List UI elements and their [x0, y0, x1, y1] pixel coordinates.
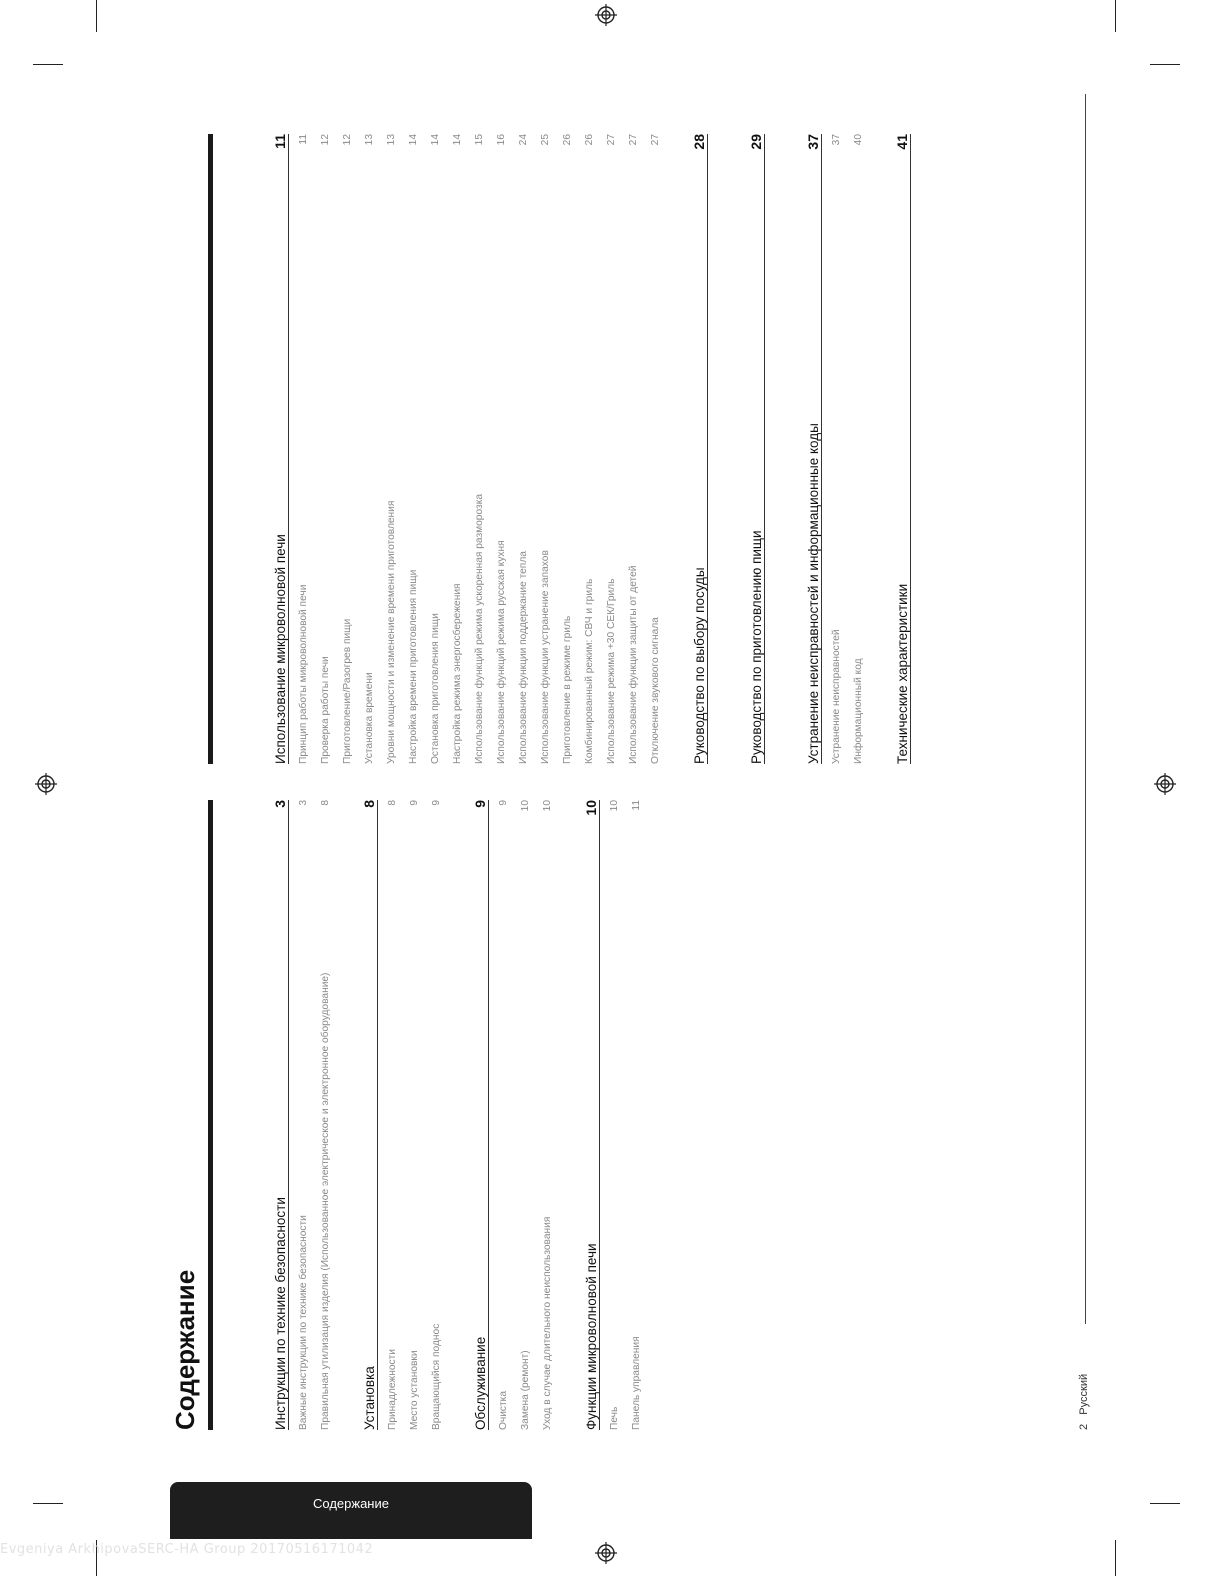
- toc-item-page: 25: [540, 134, 551, 146]
- toc-item-page: 16: [496, 134, 507, 146]
- toc-item-label: Использование функции поддержание тепла: [518, 551, 529, 764]
- toc-item[interactable]: [579, 134, 601, 764]
- toc-item[interactable]: [337, 134, 359, 764]
- toc-item[interactable]: [315, 134, 337, 764]
- toc-item-label: Замена (ремонт): [520, 1350, 531, 1430]
- toc-item-label: Использование функций режима ускоренная разморозка: [474, 493, 485, 764]
- toc-item-label: Установка времени: [364, 672, 375, 764]
- toc-section-title: Обслуживание: [473, 1336, 488, 1430]
- toc-item-label: Правильная утилизация изделия (Использованное электрическое и электронное оборудование): [320, 972, 331, 1430]
- toc-item[interactable]: [381, 134, 403, 764]
- toc-item[interactable]: [315, 800, 337, 1430]
- toc-section-page: 8: [361, 800, 377, 808]
- toc-item[interactable]: [826, 134, 848, 764]
- toc-item-page: 11: [631, 800, 642, 811]
- toc-item[interactable]: [513, 134, 535, 764]
- toc-section-heading[interactable]: [738, 134, 765, 764]
- toc-section: [738, 134, 765, 764]
- toc-item-label: Место установки: [409, 1350, 420, 1430]
- page-number: 2: [1078, 1423, 1090, 1430]
- toc-item-list: [289, 134, 667, 764]
- toc-item[interactable]: [426, 800, 448, 1430]
- toc-item-list: [489, 800, 559, 1430]
- toc-item-label: Использование режима +30 СЕК/Гриль: [606, 578, 617, 764]
- toc-item-page: 11: [298, 134, 309, 145]
- toc-item-page: 27: [606, 134, 617, 146]
- toc-item[interactable]: [469, 134, 491, 764]
- toc-section: [262, 134, 667, 764]
- toc-item-page: 12: [320, 134, 331, 146]
- toc-section-title: Функции микроволновой печи: [584, 1243, 599, 1430]
- toc-section-page: 11: [272, 134, 288, 149]
- toc-section-page: 3: [272, 800, 288, 808]
- toc-item[interactable]: [848, 134, 870, 764]
- toc-section-heading[interactable]: [795, 134, 822, 764]
- toc-item-page: 13: [364, 134, 375, 146]
- toc-section-title: Руководство по выбору посуды: [692, 567, 707, 764]
- toc-item-page: 14: [452, 134, 463, 146]
- toc-item-label: Приготовление в режиме гриль: [562, 615, 573, 764]
- toc-item-label: Настройка времени приготовления пищи: [408, 569, 419, 764]
- toc-item-label: Использование функций режима русская кухня: [496, 540, 507, 764]
- toc-section-title: Использование микроволновой печи: [273, 534, 288, 764]
- toc-item-label: Принцип работы микроволновой печи: [298, 584, 309, 764]
- toc-item-label: Устранение неисправностей: [831, 629, 842, 764]
- toc-section-title: Руководство по приготовлению пищи: [749, 530, 764, 764]
- toc-section: [884, 134, 911, 764]
- toc-item-label: Приготовление/Разогрев пищи: [342, 618, 353, 764]
- toc-item[interactable]: [604, 800, 626, 1430]
- toc-item[interactable]: [382, 800, 404, 1430]
- toc-section: [462, 800, 559, 1430]
- column-bar: [208, 800, 213, 1430]
- footer-language: Русский: [1078, 1373, 1090, 1415]
- toc-item[interactable]: [515, 800, 537, 1430]
- toc-item-list: [822, 134, 870, 764]
- toc-section-heading[interactable]: [681, 134, 708, 764]
- toc-item-page: 14: [430, 134, 441, 146]
- toc-section: [795, 134, 870, 764]
- toc-item[interactable]: [491, 134, 513, 764]
- toc-section: [573, 800, 648, 1430]
- toc-item-label: Отключение звукового сигнала: [650, 617, 661, 764]
- toc-section-page: 28: [691, 134, 707, 150]
- toc-item-label: Вращающийся поднос: [431, 1323, 442, 1430]
- toc-section-title: Технические характеристики: [895, 583, 910, 764]
- toc-item-label: Уход в случае длительного неиспользования: [542, 1216, 553, 1430]
- print-watermark: Evgeniya ArkhipovaSERC-HA Group 20170516171042: [0, 1542, 374, 1557]
- toc-section-heading[interactable]: [462, 800, 489, 1430]
- toc-item[interactable]: [425, 134, 447, 764]
- toc-item[interactable]: [601, 134, 623, 764]
- toc-section-heading[interactable]: [262, 134, 289, 764]
- toc-item[interactable]: [493, 800, 515, 1430]
- toc-item[interactable]: [623, 134, 645, 764]
- toc-section-page: 10: [583, 800, 599, 816]
- column-bar: [208, 134, 213, 764]
- toc-item-page: 37: [831, 134, 842, 146]
- toc-item[interactable]: [535, 134, 557, 764]
- toc-item[interactable]: [557, 134, 579, 764]
- toc-item-page: 9: [431, 800, 442, 806]
- toc-item-page: 27: [628, 134, 639, 146]
- toc-section: [351, 800, 448, 1430]
- page-title: Содержание: [170, 1269, 200, 1430]
- toc-item-list: [289, 800, 337, 1430]
- toc-column-left: [262, 800, 662, 1430]
- toc-item-page: 10: [520, 800, 531, 812]
- toc-item-page: 8: [320, 800, 331, 806]
- toc-item-label: Уровни мощности и изменение времени приготовления: [386, 500, 397, 764]
- toc-item-label: Остановка приготовления пищи: [430, 613, 441, 764]
- toc-item-page: 12: [342, 134, 353, 146]
- toc-section-title: Устранение неисправностей и информационные коды: [806, 423, 821, 764]
- toc-item-label: Важные инструкции по технике безопасности: [298, 1215, 309, 1430]
- footer: [1078, 1374, 1090, 1430]
- toc-item-page: 8: [387, 800, 398, 806]
- toc-item[interactable]: [537, 800, 559, 1430]
- toc-item-page: 9: [409, 800, 420, 806]
- toc-section: [262, 800, 337, 1430]
- toc-item[interactable]: [293, 134, 315, 764]
- toc-item-page: 40: [853, 134, 864, 146]
- toc-item-page: 10: [609, 800, 620, 812]
- toc-item[interactable]: [359, 134, 381, 764]
- toc-item-label: Проверка работы печи: [320, 656, 331, 764]
- toc-item-label: Печь: [609, 1406, 620, 1430]
- toc-item-page: 3: [298, 800, 309, 806]
- toc-section-page: 9: [472, 800, 488, 808]
- toc-item-label: Комбинированный режим: СВЧ и гриль: [584, 578, 595, 764]
- toc-item[interactable]: [293, 800, 315, 1430]
- toc-item-label: Панель управления: [631, 1336, 642, 1430]
- toc-section-heading[interactable]: [262, 800, 289, 1430]
- toc-section-title: Установка: [362, 1366, 377, 1430]
- toc-section-page: 37: [805, 134, 821, 150]
- toc-item[interactable]: [404, 800, 426, 1430]
- toc-item-page: 26: [584, 134, 595, 146]
- toc-item[interactable]: [645, 134, 667, 764]
- toc-column-right: [262, 134, 941, 764]
- toc-section: [681, 134, 708, 764]
- toc-section-title: Инструкции по технике безопасности: [273, 1197, 288, 1430]
- toc-item-label: Использование функции устранение запахов: [540, 550, 551, 764]
- toc-item-page: 9: [498, 800, 509, 806]
- toc-item-label: Очистка: [498, 1390, 509, 1430]
- toc-item-page: 15: [474, 134, 485, 146]
- toc-item-page: 24: [518, 134, 529, 146]
- footer-divider: [1085, 94, 1086, 1324]
- toc-section-heading[interactable]: [351, 800, 378, 1430]
- toc-item-label: Использование функции защиты от детей: [628, 565, 639, 764]
- toc-item-list: [600, 800, 648, 1430]
- toc-item-page: 10: [542, 800, 553, 812]
- toc-section-page: 29: [748, 134, 764, 150]
- toc-item-page: 14: [408, 134, 419, 146]
- toc-item-page: 27: [650, 134, 661, 146]
- toc-section-page: 41: [894, 134, 910, 150]
- toc-item[interactable]: [626, 800, 648, 1430]
- toc-item-label: Информационный код: [853, 658, 864, 764]
- toc-section-heading[interactable]: [884, 134, 911, 764]
- toc-item-list: [378, 800, 448, 1430]
- toc-item-page: 26: [562, 134, 573, 146]
- toc-item-label: Принадлежности: [387, 1349, 398, 1430]
- toc-section-heading[interactable]: [573, 800, 600, 1430]
- toc-item-label: Настройка режима энергосбережения: [452, 583, 463, 764]
- contents-tab-label: Содержание: [313, 1496, 389, 1511]
- toc-item[interactable]: [447, 134, 469, 764]
- toc-item-page: 13: [386, 134, 397, 146]
- toc-item[interactable]: [403, 134, 425, 764]
